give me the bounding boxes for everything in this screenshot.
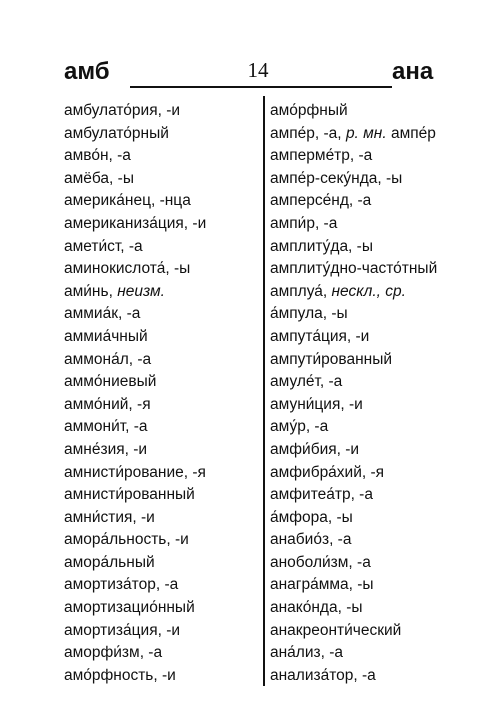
column-divider xyxy=(263,96,265,686)
dictionary-entry xyxy=(64,303,260,326)
dictionary-entry xyxy=(64,190,260,213)
dictionary-entry xyxy=(64,145,260,168)
entry-headword: аморфи́зм, -а xyxy=(64,644,163,662)
dictionary-entry xyxy=(64,552,260,575)
dictionary-entry xyxy=(64,665,260,688)
entry-headword: аммо́ний, -я xyxy=(64,395,151,413)
dictionary-entry xyxy=(270,190,470,213)
entry-headword: аммона́л, -а xyxy=(64,350,152,368)
dictionary-entry xyxy=(270,529,470,552)
left-column xyxy=(64,100,260,687)
entry-headword: анагра́мма, -ы xyxy=(270,576,374,594)
dictionary-entry xyxy=(64,349,260,372)
entry-headword: а́мфора, -ы xyxy=(270,508,353,526)
dictionary-entry xyxy=(270,439,470,462)
dictionary-entry xyxy=(270,620,470,643)
dictionary-entry xyxy=(64,236,260,259)
entry-headword: амво́н, -а xyxy=(64,147,131,165)
entry-headword: амортиза́тор, -а xyxy=(64,576,179,594)
dictionary-entry xyxy=(270,507,470,530)
entry-headword: анакреонти́ческий xyxy=(270,621,402,639)
entry-headword: амо́рфность, -и xyxy=(64,666,176,684)
guide-word-left: амб xyxy=(64,58,110,85)
dictionary-entry xyxy=(64,168,260,191)
entry-headword: амортизацио́нный xyxy=(64,599,195,617)
entry-headword: ампе́р, -а, xyxy=(270,124,342,142)
dictionary-entry xyxy=(64,100,260,123)
entry-headword: амуле́т, -а xyxy=(270,373,343,391)
entry-form: ампе́р xyxy=(390,124,436,142)
dictionary-entry xyxy=(270,597,470,620)
dictionary-entry xyxy=(270,484,470,507)
entry-headword: аммиа́чный xyxy=(64,327,148,345)
right-column xyxy=(270,100,470,687)
entry-headword: америка́нец, -нца xyxy=(64,192,191,210)
dictionary-entry xyxy=(270,213,470,236)
dictionary-entry xyxy=(64,574,260,597)
entry-headword: амфибра́хий, -я xyxy=(270,463,385,481)
dictionary-entry xyxy=(64,642,260,665)
entry-headword: амне́зия, -и xyxy=(64,440,148,458)
page-header xyxy=(0,0,500,90)
dictionary-entry xyxy=(270,123,470,146)
entry-headword: амо́рфный xyxy=(270,102,348,119)
dictionary-entry xyxy=(64,213,260,236)
entry-headword: амперсе́нд, -а xyxy=(270,192,372,210)
dictionary-entry xyxy=(64,416,260,439)
guide-word-right: ана xyxy=(392,58,434,85)
dictionary-entry xyxy=(64,529,260,552)
dictionary-entry xyxy=(64,507,260,530)
entry-headword: ампе́р-секу́нда, -ы xyxy=(270,169,403,187)
dictionary-entry xyxy=(270,552,470,575)
entry-headword: амперме́тр, -а xyxy=(270,147,373,165)
entry-headword: американиза́ция, -и xyxy=(64,214,207,232)
entry-grammar-note: нескл., ср. xyxy=(331,282,406,300)
entry-headword: анако́нда, -ы xyxy=(270,599,363,617)
entry-headword: аммони́т, -а xyxy=(64,418,148,436)
dictionary-entry xyxy=(64,123,260,146)
dictionary-entry xyxy=(270,303,470,326)
dictionary-entry xyxy=(270,236,470,259)
dictionary-entry xyxy=(270,145,470,168)
entry-headword: амнисти́рование, -я xyxy=(64,463,206,481)
entry-headword: амуни́ция, -и xyxy=(270,395,363,413)
entry-headword: анализа́тор, -а xyxy=(270,666,376,684)
dictionary-entry xyxy=(270,574,470,597)
dictionary-entry xyxy=(270,281,470,304)
entry-headword: амнисти́рованный xyxy=(64,486,195,504)
entry-headword: анабио́з, -а xyxy=(270,531,352,549)
dictionary-entry xyxy=(64,439,260,462)
entry-headword: аммиа́к, -а xyxy=(64,305,141,323)
entry-headword: а́мпула, -ы xyxy=(270,305,348,323)
dictionary-entry xyxy=(64,462,260,485)
entry-headword: амортиза́ция, -и xyxy=(64,621,181,639)
entry-headword: ампута́ция, -и xyxy=(270,327,370,345)
dictionary-entry xyxy=(270,394,470,417)
dictionary-entry xyxy=(270,416,470,439)
entry-headword: ами́нь, xyxy=(64,282,113,300)
dictionary-entry xyxy=(270,168,470,191)
dictionary-entry xyxy=(64,484,260,507)
header-rule xyxy=(130,86,392,88)
dictionary-entry xyxy=(64,371,260,394)
dictionary-entry xyxy=(64,620,260,643)
entry-headword: ампи́р, -а xyxy=(270,214,338,232)
entry-headword: ана́лиз, -а xyxy=(270,644,344,662)
entry-headword: амёба, -ы xyxy=(64,169,134,187)
entry-headword: амбулато́рный xyxy=(64,124,169,142)
entry-headword: амора́льный xyxy=(64,553,155,571)
dictionary-entry xyxy=(270,349,470,372)
dictionary-entry xyxy=(64,258,260,281)
entry-headword: амплиту́дно-часто́тный xyxy=(270,260,438,278)
entry-headword: аноболи́зм, -а xyxy=(270,553,371,571)
dictionary-entry xyxy=(64,326,260,349)
entry-headword: ампути́рованный xyxy=(270,350,393,368)
entry-headword: амплуа́, xyxy=(270,282,328,300)
dictionary-entry xyxy=(270,642,470,665)
dictionary-entry xyxy=(270,100,470,123)
entry-headword: амни́стия, -и xyxy=(64,508,155,526)
page-number: 14 xyxy=(247,58,269,82)
entry-headword: амора́льность, -и xyxy=(64,531,189,549)
entry-headword: аммо́ниевый xyxy=(64,373,157,391)
entry-headword: амплиту́да, -ы xyxy=(270,237,373,255)
entry-headword: амети́ст, -а xyxy=(64,237,143,255)
dictionary-entry xyxy=(270,258,470,281)
entry-headword: амфитеа́тр, -а xyxy=(270,486,373,504)
entry-grammar-note: неизм. xyxy=(117,282,165,300)
dictionary-entry xyxy=(270,326,470,349)
dictionary-entry xyxy=(64,394,260,417)
entry-grammar-note: р. мн. xyxy=(345,124,387,142)
entry-headword: аму́р, -а xyxy=(270,418,329,436)
dictionary-entry xyxy=(270,462,470,485)
entry-headword: амбулато́рия, -и xyxy=(64,102,181,119)
dictionary-entry xyxy=(270,371,470,394)
entry-headword: аминокислота́, -ы xyxy=(64,260,191,278)
dictionary-entry xyxy=(270,665,470,688)
entry-headword: амфи́бия, -и xyxy=(270,440,360,458)
dictionary-entry xyxy=(64,597,260,620)
dictionary-entry xyxy=(64,281,260,304)
